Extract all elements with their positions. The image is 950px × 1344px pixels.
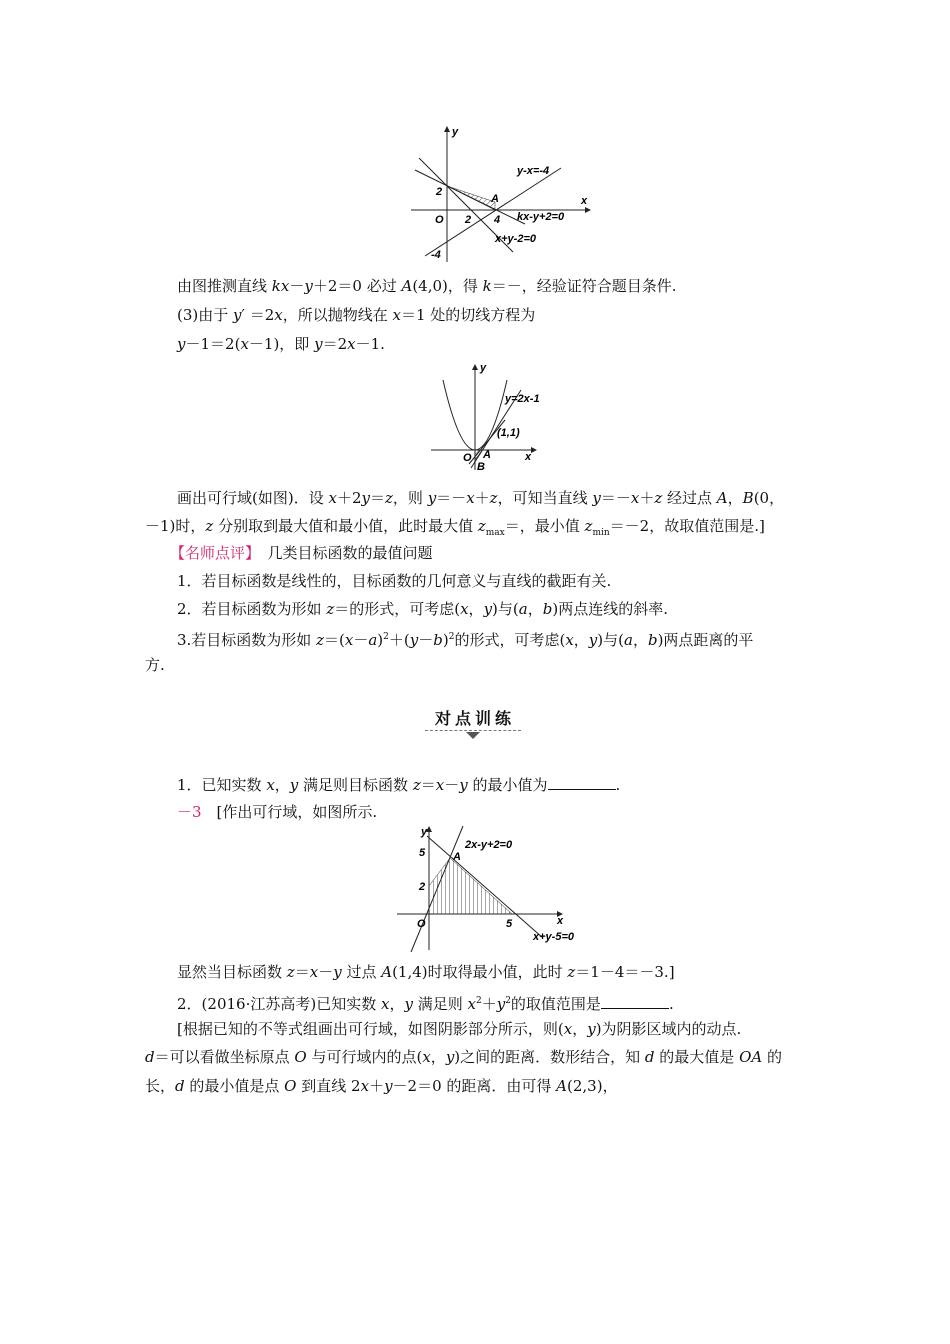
question-2-solution-1: [根据已知的不等式组画出可行域，如图阴影部分所示，则(x，y)为阴影区域内的动点. [177, 1020, 742, 1038]
fig3-line-label-2: x+y-5=0 [533, 931, 574, 943]
paragraph-2: (3)由于 y′ ＝2x，所以抛物线在 x＝1 处的切线方程为 [177, 306, 536, 324]
x-axis-arrow [531, 447, 537, 453]
fig1-point-a: A [491, 193, 499, 205]
section-triangle-icon [466, 732, 480, 739]
x-axis-arrow [585, 207, 591, 213]
fig2-point-label: (1,1) [497, 427, 520, 439]
tip-item-2: 2．若目标函数为形如 z＝的形式，可考虑(x，y)与(a，b)两点连线的斜率. [177, 600, 668, 618]
question-2-solution-3: 长，d 的最小值是点 O 到直线 2x＋y－2＝0 的距离．由可得 A(2,3)， [145, 1077, 618, 1095]
question-1-conclusion: 显然当目标函数 z＝x－y 过点 A(1,4)时取得最小值，此时 z＝1－4＝－3.] [177, 963, 675, 981]
figure-1-feasible-region [405, 122, 605, 267]
answer-blank [548, 775, 616, 790]
question-1-answer: －3 [作出可行域，如图所示. [177, 803, 378, 821]
fig1-y-label: y [452, 126, 459, 138]
tip-title: 几类目标函数的最值问题 [252, 544, 433, 562]
tip-heading [170, 543, 433, 563]
y-axis-arrow [444, 126, 450, 132]
shaded-region [429, 858, 512, 914]
fig1-tick-neg4: -4 [431, 249, 441, 261]
paragraph-1: 由图推测直线 kx－y＋2＝0 必过 A(4,0)，得 k＝－，经验证符合题目条件. [177, 277, 677, 295]
paragraph-5: －1)时，z 分别取到最大值和最小值，此时最大值 $z_{max}=$，最小值 $z_{min}=-2$，故取值范围是.] [145, 517, 765, 538]
fig1-line-label-2: kx-y+2=0 [517, 211, 565, 223]
paragraph-3: y－1＝2(x－1)，即 y＝2x－1. [177, 335, 385, 353]
fig3-origin: O [417, 918, 426, 930]
fig3-y-label: y [421, 826, 428, 838]
fig1-tick-2x: 2 [465, 214, 472, 226]
fig3-line-label-1: 2x-y+2=0 [465, 839, 513, 851]
fig2-point-b: B [477, 461, 485, 473]
section-title: 对点训练 [434, 709, 515, 728]
fig1-tick-2y: 2 [436, 186, 443, 198]
answer-value: －3 [177, 803, 202, 821]
fig1-origin: O [435, 214, 444, 226]
fig3-point-a: A [453, 851, 461, 863]
fig3-x-label: x [557, 915, 564, 927]
answer-blank-2 [601, 994, 669, 1009]
fig2-origin: O [463, 452, 472, 464]
question-1: 1．已知实数 x，y 满足则目标函数 z＝x－y 的最小值为 . [177, 776, 621, 794]
tip-item-1: 1．若目标函数是线性的，目标函数的几何意义与直线的截距有关. [177, 572, 612, 590]
y-axis-arrow [472, 364, 478, 370]
fig3-tick-5x: 5 [506, 918, 513, 930]
question-2-solution-2: d＝可以看做坐标原点 O 与可行域内的点(x，y)之间的距离．数形结合，知 d 的最大值是 OA 的 [145, 1048, 782, 1066]
fig2-point-a: A [483, 449, 491, 461]
fig1-tick-4x: 4 [494, 214, 501, 226]
fig1-x-label: x [581, 195, 588, 207]
question-2: 2．(2016·江苏高考)已知实数 x，y 满足则 $x^2+y^2$的取值范围是 . [177, 995, 674, 1013]
fig2-line-label: y=2x-1 [505, 393, 540, 405]
fig2-x-label: x [525, 451, 532, 463]
figure-3-feasible-region [393, 822, 593, 954]
paragraph-4: 画出可行域(如图)．设 x＋2y＝z，则 y＝－x＋z，可知当直线 y＝－x＋z 经过点 A，B(0， [177, 489, 785, 507]
tip-item-3: 3.若目标函数为形如 $z=(x-a)^2+(y-b)^2$的形式，可考虑(x，y)与(a，b)两点距离的平 [177, 631, 754, 649]
section-underline [425, 730, 521, 731]
fig1-line-label-1: y-x=-4 [517, 165, 550, 177]
fig1-line-label-3: x+y-2=0 [495, 233, 536, 245]
section-heading [0, 706, 950, 729]
tip-item-3-end: 方. [145, 656, 165, 674]
fig3-tick-2y: 2 [419, 881, 426, 893]
fig2-y-label: y [480, 362, 487, 374]
fig3-tick-5y: 5 [419, 847, 426, 859]
tip-label: 【名师点评】 [170, 544, 253, 562]
figure-2-parabola-tangent [425, 360, 565, 475]
